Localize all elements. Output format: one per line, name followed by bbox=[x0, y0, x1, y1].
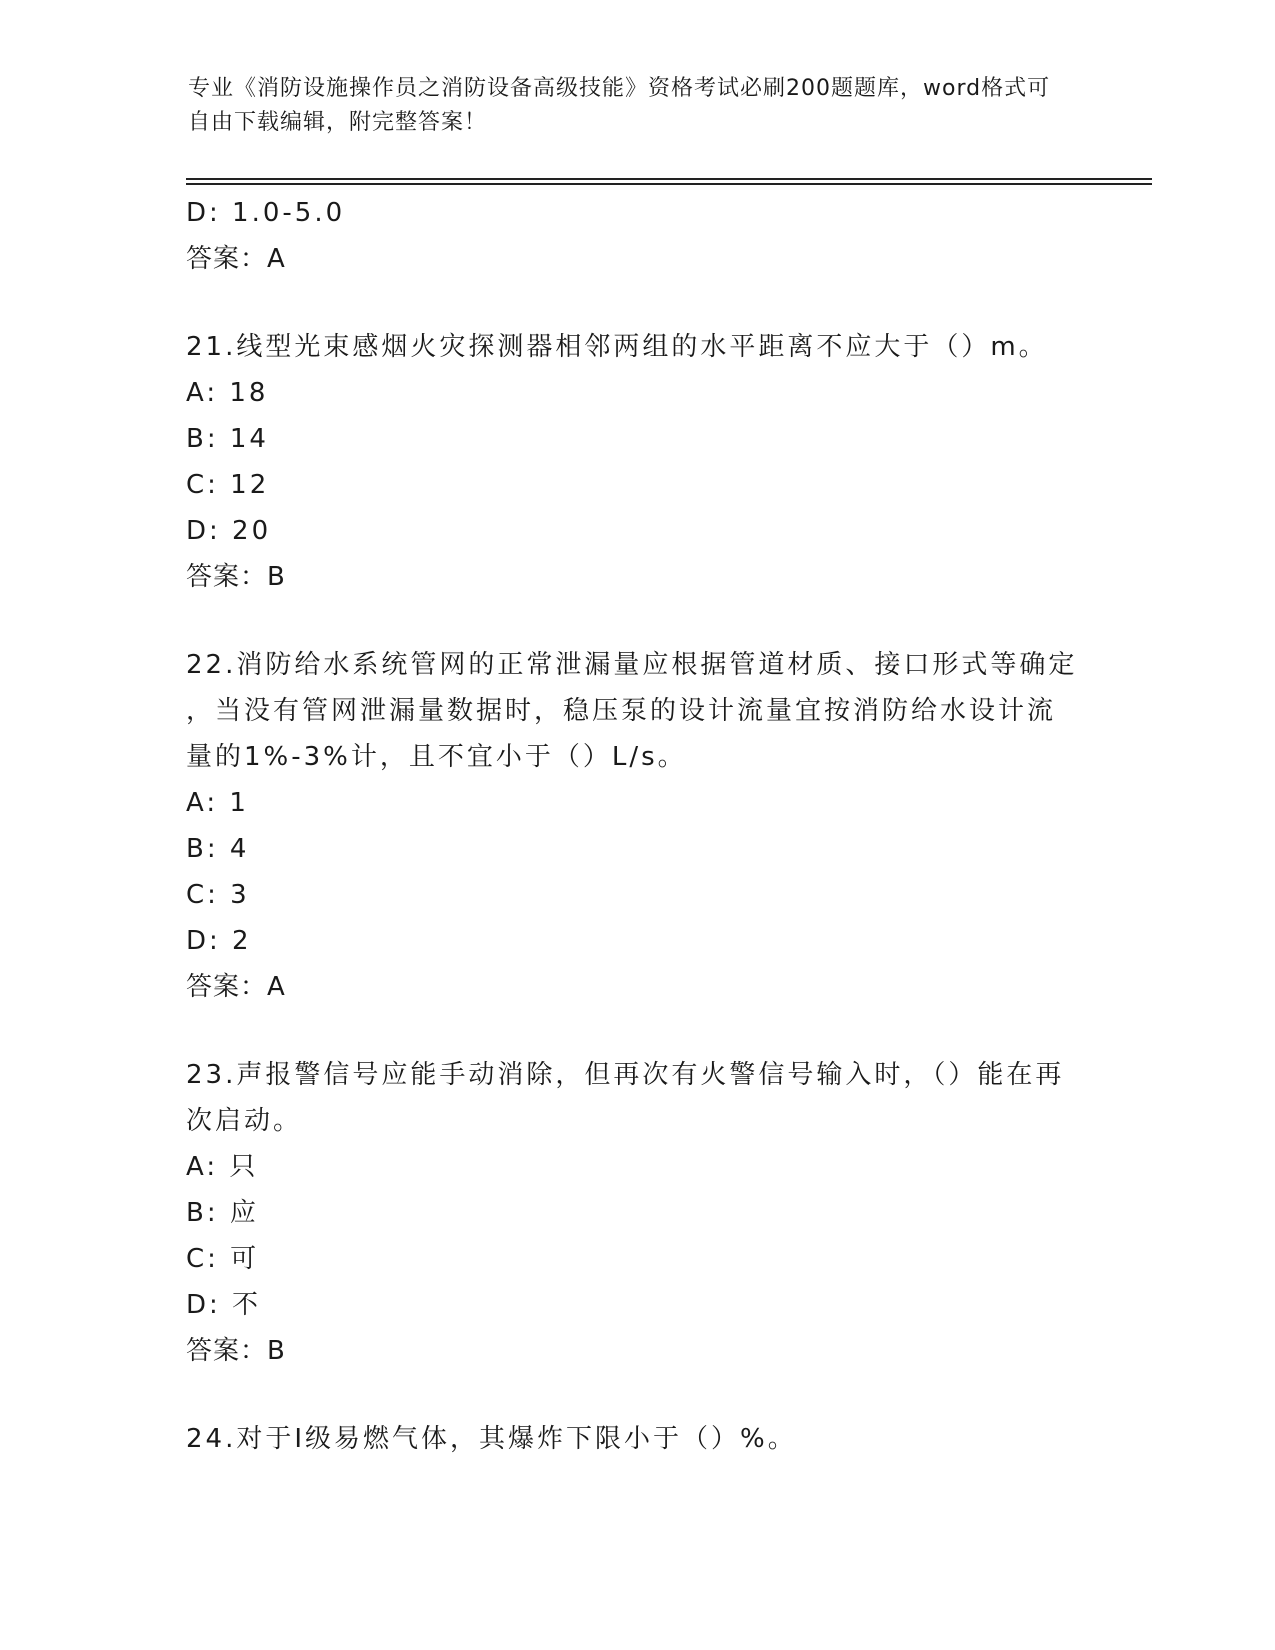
option-d: D: 20 bbox=[186, 516, 272, 546]
option-a: A: 18 bbox=[186, 378, 269, 408]
document-header: 专业《消防设施操作员之消防设备高级技能》资格考试必刷200题题库，word格式可自由下载编辑，附完整答案！ bbox=[188, 76, 1051, 135]
question-stem-line-2: 次启动。 bbox=[186, 1106, 303, 1136]
question-22 bbox=[186, 642, 1086, 1010]
question-24 bbox=[186, 1416, 1086, 1462]
question-stem: 21.线型光束感烟火灾探测器相邻两组的水平距离不应大于（）m。 bbox=[186, 332, 1048, 362]
question-list bbox=[186, 190, 1086, 1462]
option-a: A: 1 bbox=[186, 788, 249, 818]
option-b: B: 应 bbox=[186, 1198, 259, 1228]
answer-line: 答案：B bbox=[186, 562, 286, 592]
option-c: C: 可 bbox=[186, 1244, 260, 1274]
question-stem-line-2: ，当没有管网泄漏量数据时，稳压泵的设计流量宜按消防给水设计流 bbox=[186, 696, 1057, 726]
previous-question-tail bbox=[186, 190, 1086, 282]
option-b: B: 4 bbox=[186, 834, 250, 864]
header-divider-top bbox=[186, 178, 1152, 180]
answer-line: 答案：A bbox=[186, 972, 286, 1002]
question-21 bbox=[186, 324, 1086, 600]
answer-line: 答案：A bbox=[186, 244, 286, 274]
option-d: D: 不 bbox=[186, 1290, 262, 1320]
question-stem-line-1: 22.消防给水系统管网的正常泄漏量应根据管道材质、接口形式等确定 bbox=[186, 650, 1078, 680]
option-a: A: 只 bbox=[186, 1152, 259, 1182]
option-c: C: 3 bbox=[186, 880, 250, 910]
question-stem-line-1: 23.声报警信号应能手动消除，但再次有火警信号输入时，（）能在再 bbox=[186, 1060, 1065, 1090]
option-d: D: 2 bbox=[186, 926, 252, 956]
question-stem-line-3: 量的1%-3%计，且不宜小于（）L/s。 bbox=[186, 742, 687, 772]
option-c: C: 12 bbox=[186, 470, 270, 500]
question-23 bbox=[186, 1052, 1086, 1374]
option-b: B: 14 bbox=[186, 424, 269, 454]
question-stem: 24.对于Ⅰ级易燃气体，其爆炸下限小于（）%。 bbox=[186, 1424, 797, 1454]
answer-line: 答案：B bbox=[186, 1336, 286, 1366]
header-divider-bottom bbox=[186, 183, 1152, 185]
option-d: D: 1.0-5.0 bbox=[186, 198, 346, 228]
